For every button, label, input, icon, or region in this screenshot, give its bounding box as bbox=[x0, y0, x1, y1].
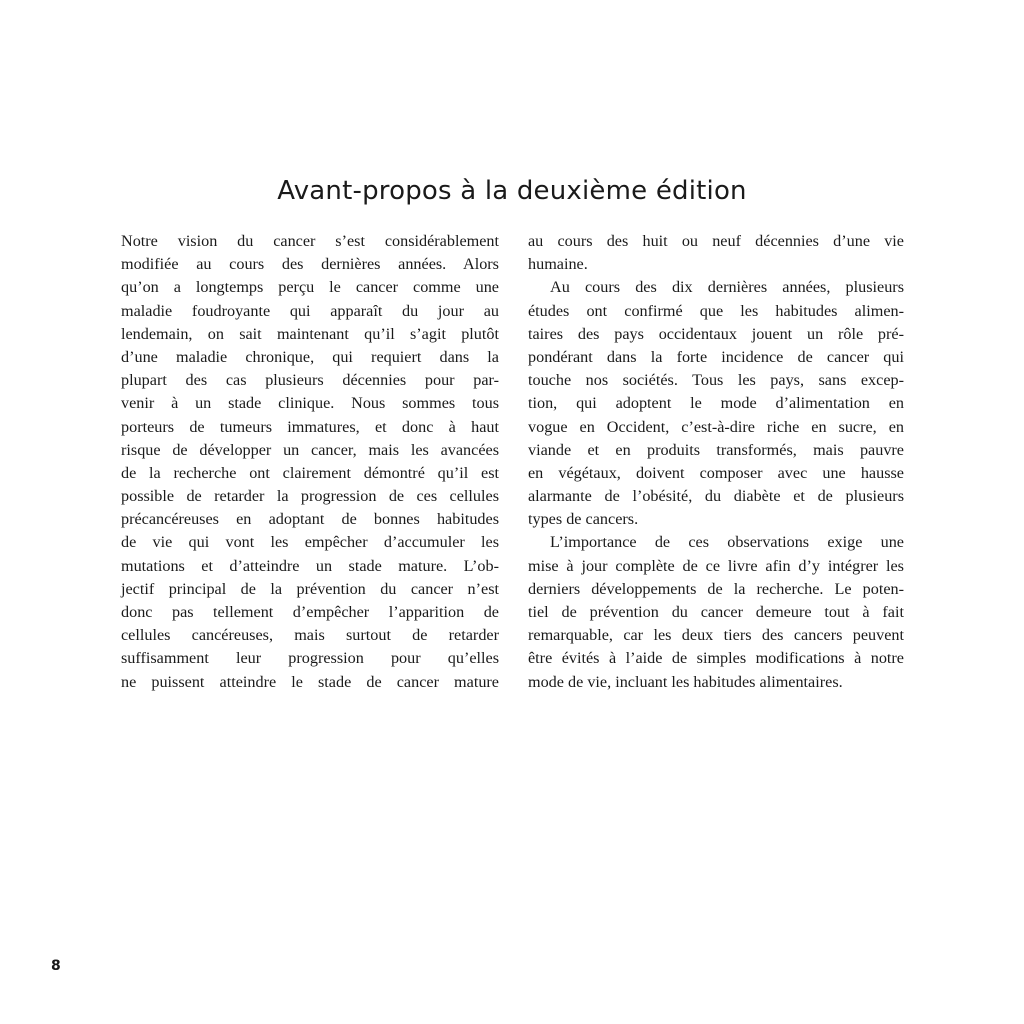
text-line: pondérant dans la forte incidence de cancer qui bbox=[528, 347, 904, 366]
text-line: études ont confirmé que les habitudes alimen- bbox=[528, 301, 904, 320]
text-line: risque de développer un cancer, mais les avancées bbox=[121, 440, 499, 459]
text-line: de la recherche ont clairement démontré qu’il est bbox=[121, 463, 499, 482]
text-line: tiel de prévention du cancer demeure tout à fait bbox=[528, 603, 904, 621]
text-column-right bbox=[528, 230, 904, 694]
text-line: en végétaux, doivent composer avec une hausse bbox=[528, 463, 904, 482]
text-line: tion, qui adoptent le mode d’alimentation en bbox=[528, 394, 904, 413]
text-line: mise à jour complète de ce livre afin d’y intégrer les bbox=[528, 556, 904, 575]
text-line: derniers développements de la recherche. Le poten- bbox=[528, 579, 904, 598]
text-line: plupart des cas plusieurs décennies pour par- bbox=[121, 371, 499, 390]
text-line: vogue en Occident, c’est-à-dire riche en sucre, en bbox=[528, 417, 904, 436]
text-line: précancéreuses en adoptant de bonnes habitudes bbox=[121, 510, 499, 529]
text-column-left bbox=[121, 230, 499, 694]
text-line: mode de vie, incluant les habitudes alimentaires. bbox=[528, 672, 843, 691]
page-number: 8 bbox=[51, 958, 61, 974]
text-line: types de cancers. bbox=[528, 510, 639, 529]
text-line: mutations et d’atteindre un stade mature. L’ob- bbox=[121, 556, 499, 575]
text-line: humaine. bbox=[528, 255, 588, 274]
text-line: de vie qui vont les empêcher d’accumuler les bbox=[121, 533, 499, 552]
text-line: L’importance de ces observations exige une bbox=[550, 533, 904, 552]
text-line: être évités à l’aide de simples modifications à notre bbox=[528, 649, 904, 668]
text-line: lendemain, on sait maintenant qu’il s’agit plutôt bbox=[121, 324, 499, 343]
text-line: venir à un stade clinique. Nous sommes tous bbox=[121, 394, 499, 413]
text-line: maladie foudroyante qui apparaît du jour au bbox=[121, 301, 499, 320]
text-line: au cours des huit ou neuf décennies d’une vie bbox=[528, 232, 904, 250]
text-line: Au cours des dix dernières années, plusieurs bbox=[550, 278, 904, 297]
text-line: donc pas tellement d’empêcher l’apparition de bbox=[121, 603, 499, 621]
text-line: modifiée au cours des dernières années. Alors bbox=[121, 255, 499, 274]
text-line: qu’on a longtemps perçu le cancer comme une bbox=[121, 278, 499, 297]
text-line: Notre vision du cancer s’est considérablement bbox=[121, 232, 499, 250]
text-line: jectif principal de la prévention du cancer n’est bbox=[121, 579, 499, 598]
text-line: porteurs de tumeurs immatures, et donc à haut bbox=[121, 417, 499, 436]
text-line: alarmante de l’obésité, du diabète et de plusieurs bbox=[528, 487, 904, 506]
text-line: touche nos sociétés. Tous les pays, sans excep- bbox=[528, 371, 904, 390]
text-line: viande et en produits transformés, mais pauvre bbox=[528, 440, 904, 459]
text-line: suffisamment leur progression pour qu’elles bbox=[121, 649, 499, 668]
text-line: taires des pays occidentaux jouent un rôle pré- bbox=[528, 324, 904, 343]
text-line: ne puissent atteindre le stade de cancer mature bbox=[121, 672, 499, 691]
page-title: Avant-propos à la deuxième édition bbox=[277, 176, 747, 206]
text-line: cellules cancéreuses, mais surtout de retarder bbox=[121, 626, 499, 645]
text-line: remarquable, car les deux tiers des cancers peuvent bbox=[528, 626, 904, 645]
text-line: possible de retarder la progression de ces cellules bbox=[121, 487, 499, 506]
text-line: d’une maladie chronique, qui requiert dans la bbox=[121, 347, 499, 366]
